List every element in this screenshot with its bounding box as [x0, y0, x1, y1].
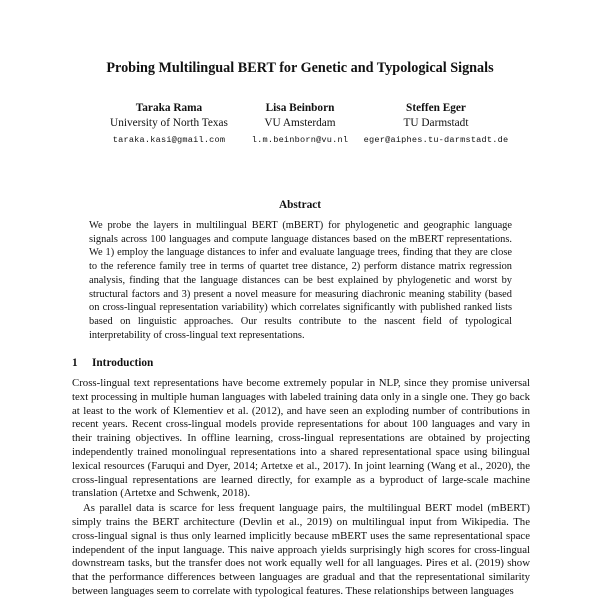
body-paragraph: As parallel data is scarce for less frequent language pairs, the multilingual BERT model (mBERT) simply trains the BERT architecture (Devlin et al., 2019) on multilingual input from Wikipedia. The cross-lingual signal is thus only learned implicitly because mBERT uses the same representational space independent of the input language. This naive approach yields surprisingly high scores for cross-lingual downstream tasks, but the transfer does not work equally well for all languages. Pires et al. (2019) show that the performance differences between languages are gradual and that the representational similarity between languages seem to correlate with typological features. These relationships between languages — [72, 502, 530, 597]
author-email: l.m.beinborn@vu.nl — [251, 135, 349, 145]
section-heading — [72, 357, 153, 369]
author-name: Taraka Rama — [135, 102, 203, 114]
section-body — [72, 377, 530, 599]
author-block — [356, 101, 516, 148]
author-email: eger@aiphes.tu-darmstadt.de — [363, 135, 509, 145]
author-affiliation: TU Darmstadt — [403, 117, 469, 129]
section-number: 1 — [72, 357, 78, 369]
section-title: Introduction — [92, 357, 154, 369]
author-name: Lisa Beinborn — [265, 102, 335, 114]
paper-title: Probing Multilingual BERT for Genetic and Typological Signals — [106, 60, 494, 76]
author-affiliation: University of North Texas — [110, 117, 228, 129]
author-affiliation: VU Amsterdam — [264, 117, 336, 129]
author-email: taraka.kasi@gmail.com — [112, 135, 226, 145]
body-paragraph: Cross-lingual text representations have become extremely popular in NLP, since they promise universal text processing in multiple human languages with labeled training data only in a single one. They go back at least to the work of Klementiev et al. (2012), and have seen an exploding number of contributions in recent years. Recent cross-lingual models provide representations for about 100 languages and vary in their training objectives. In offline learning, cross-lingual representations are obtained by projecting independently trained monolingual representations into a shared representational space using bilingual lexical resources (Faruqui and Dyer, 2014; Artetxe et al., 2017). In joint learning (Wang et al., 2020), the cross-lingual representations are learned directly, for example as a byproduct of large-scale machine translation (Artetxe and Schwenk, 2018). — [72, 377, 530, 500]
author-name: Steffen Eger — [406, 102, 466, 114]
abstract-heading: Abstract — [278, 199, 322, 211]
abstract-text: We probe the layers in multilingual BERT (mBERT) for phylogenetic and geographic language signals across 100 languages and compute language distances based on the mBERT representations. We 1) employ the language distances to infer and evaluate language trees, finding that they are close to the reference family tree in terms of quartet tree distance, 2) perform distance matrix regression analysis, finding that the language distances can be best explained by phylogenetic and worst by structural factors and 3) present a novel measure for measuring diachronic meaning stability (based on cross-lingual representation variability) which correlates significantly with published ranked lists based on linguistic approaches. Our results contribute to the nascent field of typological interpretability of cross-lingual text representations. — [89, 220, 512, 341]
